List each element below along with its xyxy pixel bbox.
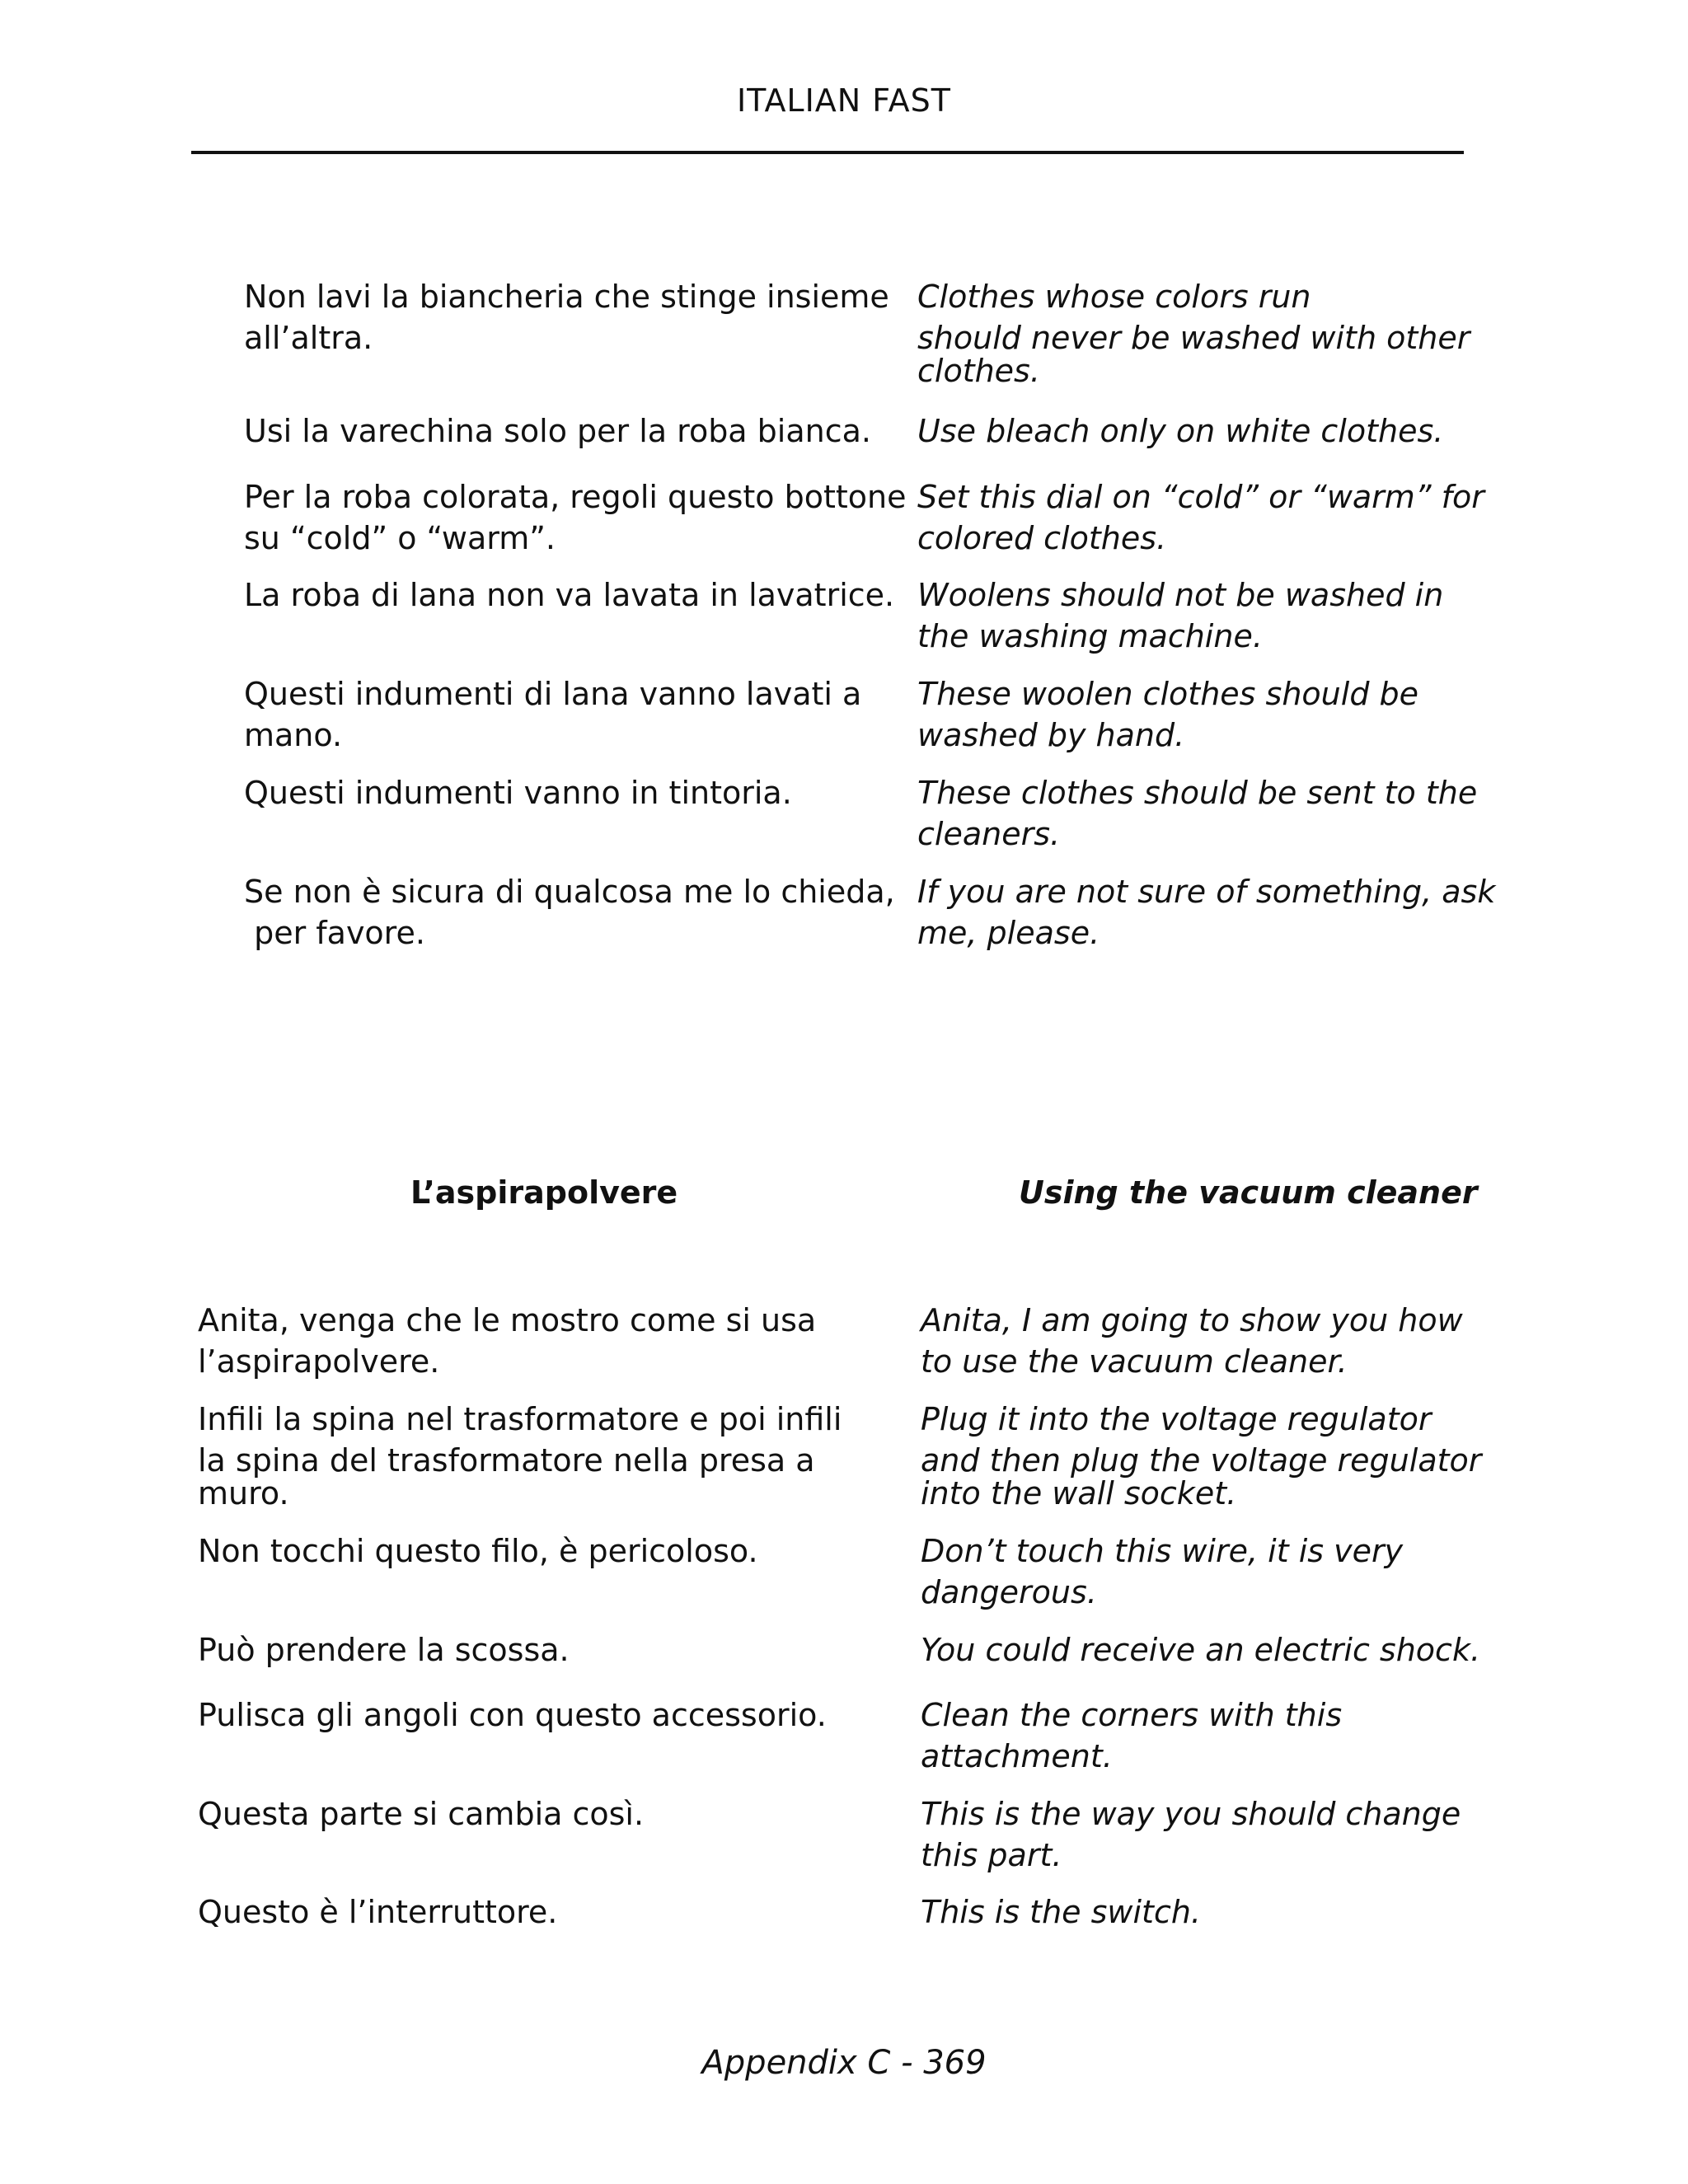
laundry-en-line: colored clothes. bbox=[917, 520, 1167, 556]
laundry-it-line: Se non è sicura di qualcosa me lo chieda, bbox=[244, 874, 895, 910]
vacuum-en-line: This is the switch. bbox=[921, 1894, 1201, 1930]
vacuum-en-line: into the wall socket. bbox=[921, 1475, 1237, 1511]
vacuum-en-line: dangerous. bbox=[921, 1574, 1097, 1610]
running-header: ITALIAN FAST bbox=[736, 82, 952, 119]
laundry-en-line: Woolens should not be washed in bbox=[917, 577, 1444, 613]
vacuum-en-line: Anita, I am going to show you how bbox=[921, 1302, 1463, 1338]
laundry-en-line: These woolen clothes should be bbox=[917, 676, 1419, 712]
laundry-en-line: These clothes should be sent to the bbox=[917, 775, 1478, 811]
laundry-en-line: cleaners. bbox=[917, 816, 1061, 852]
header-rule bbox=[191, 151, 1464, 154]
vacuum-en-line: this part. bbox=[921, 1837, 1062, 1873]
laundry-it-line: La roba di lana non va lavata in lavatrice. bbox=[244, 577, 895, 613]
page-footer: Appendix C - 369 bbox=[701, 2044, 987, 2082]
vacuum-it-line: Anita, venga che le mostro come si usa bbox=[198, 1302, 817, 1338]
section-heading-english: Using the vacuum cleaner bbox=[1019, 1174, 1478, 1211]
laundry-en-line: should never be washed with other bbox=[917, 320, 1470, 356]
vacuum-it-line: Infili la spina nel trasformatore e poi infili bbox=[198, 1401, 842, 1437]
vacuum-it-line: l’aspirapolvere. bbox=[198, 1343, 440, 1380]
laundry-en-line: Use bleach only on white clothes. bbox=[917, 413, 1444, 449]
laundry-en-line: Set this dial on “cold” or “warm” for bbox=[917, 479, 1484, 515]
vacuum-it-line: Non tocchi questo filo, è pericoloso. bbox=[198, 1533, 758, 1569]
laundry-it-line: per favore. bbox=[244, 915, 425, 951]
laundry-en-line: If you are not sure of something, ask bbox=[917, 874, 1496, 910]
vacuum-en-line: to use the vacuum cleaner. bbox=[921, 1343, 1348, 1380]
vacuum-en-line: attachment. bbox=[921, 1738, 1113, 1774]
laundry-en-line: me, please. bbox=[917, 915, 1100, 951]
laundry-en-line: clothes. bbox=[917, 353, 1040, 389]
vacuum-en-line: You could receive an electric shock. bbox=[921, 1632, 1481, 1668]
laundry-it-line: mano. bbox=[244, 717, 343, 753]
laundry-it-line: Questi indumenti vanno in tintoria. bbox=[244, 775, 792, 811]
section-heading-italian: L’aspirapolvere bbox=[410, 1174, 678, 1211]
vacuum-en-line: and then plug the voltage regulator bbox=[921, 1442, 1482, 1479]
laundry-en-line: Clothes whose colors run bbox=[917, 279, 1311, 315]
laundry-it-line: Non lavi la biancheria che stinge insieme bbox=[244, 279, 889, 315]
vacuum-it-line: Questo è l’interruttore. bbox=[198, 1894, 558, 1930]
laundry-it-line: Per la roba colorata, regoli questo bottone bbox=[244, 479, 907, 515]
vacuum-en-line: This is the way you should change bbox=[921, 1796, 1461, 1832]
vacuum-it-line: Può prendere la scossa. bbox=[198, 1632, 570, 1668]
laundry-it-line: Usi la varechina solo per la roba bianca. bbox=[244, 413, 871, 449]
laundry-it-line: Questi indumenti di lana vanno lavati a bbox=[244, 676, 862, 712]
vacuum-it-line: la spina del trasformatore nella presa a bbox=[198, 1442, 815, 1479]
vacuum-en-line: Don’t touch this wire, it is very bbox=[921, 1533, 1404, 1569]
vacuum-en-line: Plug it into the voltage regulator bbox=[921, 1401, 1432, 1437]
vacuum-it-line: muro. bbox=[198, 1475, 289, 1511]
vacuum-it-line: Questa parte si cambia così. bbox=[198, 1796, 645, 1832]
laundry-it-line: su “cold” o “warm”. bbox=[244, 520, 556, 556]
vacuum-it-line: Pulisca gli angoli con questo accessorio. bbox=[198, 1697, 827, 1733]
vacuum-en-line: Clean the corners with this bbox=[921, 1697, 1343, 1733]
laundry-en-line: the washing machine. bbox=[917, 618, 1263, 654]
laundry-en-line: washed by hand. bbox=[917, 717, 1185, 753]
laundry-it-line: all’altra. bbox=[244, 320, 373, 356]
